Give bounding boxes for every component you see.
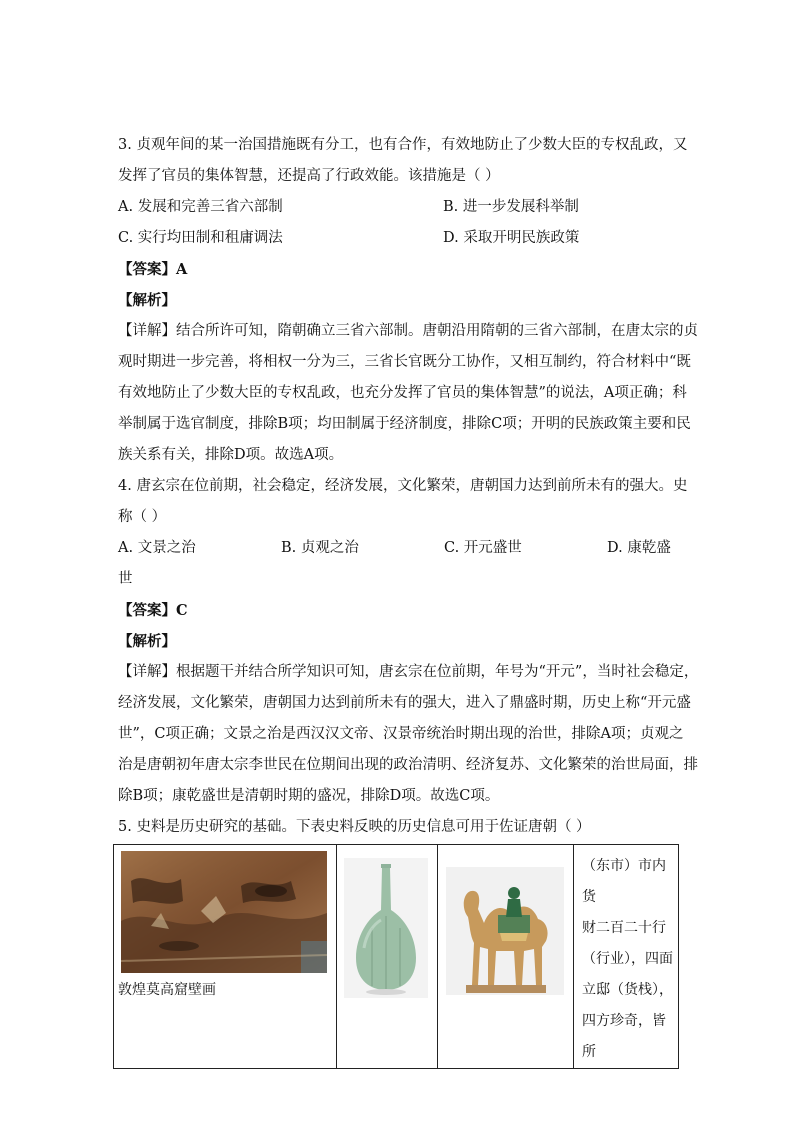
tang-sancai-camel-image (446, 867, 564, 995)
camel-cell (438, 845, 574, 1069)
question-content (118, 130, 699, 843)
option-c: C. 开元盛世 (444, 540, 522, 556)
text-source-line: 立邸（货栈）， (582, 982, 673, 998)
question-4-stem-line-2: 称（ ） (118, 509, 167, 525)
question-4-options (118, 533, 678, 564)
option-d: D. 康乾盛 (607, 540, 671, 556)
dunhuang-mural-image (121, 851, 327, 973)
question-3-detail-line: 观时期进一步完善，将相权一分为三，三省长官既分工协作，又相互制约，符合材料中“既 (118, 354, 691, 370)
question-3-detail-line: 有效地防止了少数大臣的专权乱政，也充分发挥了官员的集体智慧”的说法，A项正确；科 (118, 385, 687, 401)
question-3-stem-line-2: 发挥了官员的集体智慧，还提高了行政效能。该措施是（ ） (118, 168, 500, 184)
question-4 (118, 471, 699, 812)
question-3-detail-line: 族关系有关，排除D项。故选A项。 (118, 447, 344, 463)
option-d-continuation: 世 (118, 571, 133, 587)
option-b: B. 进一步发展科举制 (443, 199, 579, 215)
question-3-stem-line-1: 3. 贞观年间的某一治国措施既有分工，也有合作，有效地防止了少数大臣的专权乱政，又 (118, 137, 688, 153)
question-3-options (118, 192, 678, 254)
question-4-detail-line: 治是唐朝初年唐太宗李世民在位期间出现的政治清明、经济复苏、文化繁荣的治世局面，排 (118, 757, 698, 773)
option-a: A. 文景之治 (118, 540, 196, 556)
mural-caption: 敦煌莫高窟壁画 (118, 982, 216, 998)
text-source-line: 财二百二十行 (582, 920, 666, 936)
question-4-detail-line: 除B项；康乾盛世是清朝时期的盛况，排除D项。故选C项。 (118, 788, 500, 804)
text-source-line: （行业），四面 (582, 951, 673, 967)
question-3-analysis-label: 【解析】 (118, 292, 176, 309)
option-c: C. 实行均田制和租庸调法 (118, 230, 283, 246)
question-4-stem-line-1: 4. 唐玄宗在位前期，社会稳定，经济发展，文化繁荣，唐朝国力达到前所未有的强大。史 (118, 478, 688, 494)
text-source (574, 845, 678, 1068)
text-source-line: （东市）市内货 (582, 858, 666, 905)
vase-cell (337, 845, 438, 1069)
option-b: B. 贞观之治 (281, 540, 359, 556)
question-4-detail-line: 经济发展，文化繁荣，唐朝国力达到前所未有的强大，进入了鼎盛时期，历史上称“开元盛 (118, 695, 691, 711)
question-5-stem: 5. 史料是历史研究的基础。下表史料反映的历史信息可用于佐证唐朝（ ） (118, 819, 591, 835)
mural-cell (114, 845, 337, 1069)
option-d: D. 采取开明民族政策 (443, 230, 580, 246)
question-4-detail-line: 世”，C项正确；文景之治是西汉汉文帝、汉景帝统治时期出现的治世，排除A项；贞观之 (118, 726, 684, 742)
question-3-detail-line: 【详解】结合所许可知，隋朝确立三省六部制。唐朝沿用隋朝的三省六部制，在唐太宗的贞 (118, 323, 698, 339)
question-5 (118, 812, 678, 843)
source-material-table (113, 844, 679, 1069)
text-source-cell (574, 845, 679, 1069)
text-source-line: 四方珍奇，皆所 (582, 1013, 666, 1060)
question-3 (118, 130, 698, 471)
question-3-answer: 【答案】A (118, 261, 188, 278)
option-a: A. 发展和完善三省六部制 (118, 199, 283, 215)
question-4-analysis-label: 【解析】 (118, 633, 176, 650)
question-4-detail-line: 【详解】根据题干并结合所学知识可知，唐玄宗在位前期，年号为“开元”，当时社会稳定， (118, 664, 699, 680)
question-4-answer: 【答案】C (118, 602, 188, 619)
celadon-vase-image (344, 858, 428, 998)
question-3-detail-line: 举制属于选官制度，排除B项；均田制属于经济制度，排除C项；开明的民族政策主要和民 (118, 416, 691, 432)
